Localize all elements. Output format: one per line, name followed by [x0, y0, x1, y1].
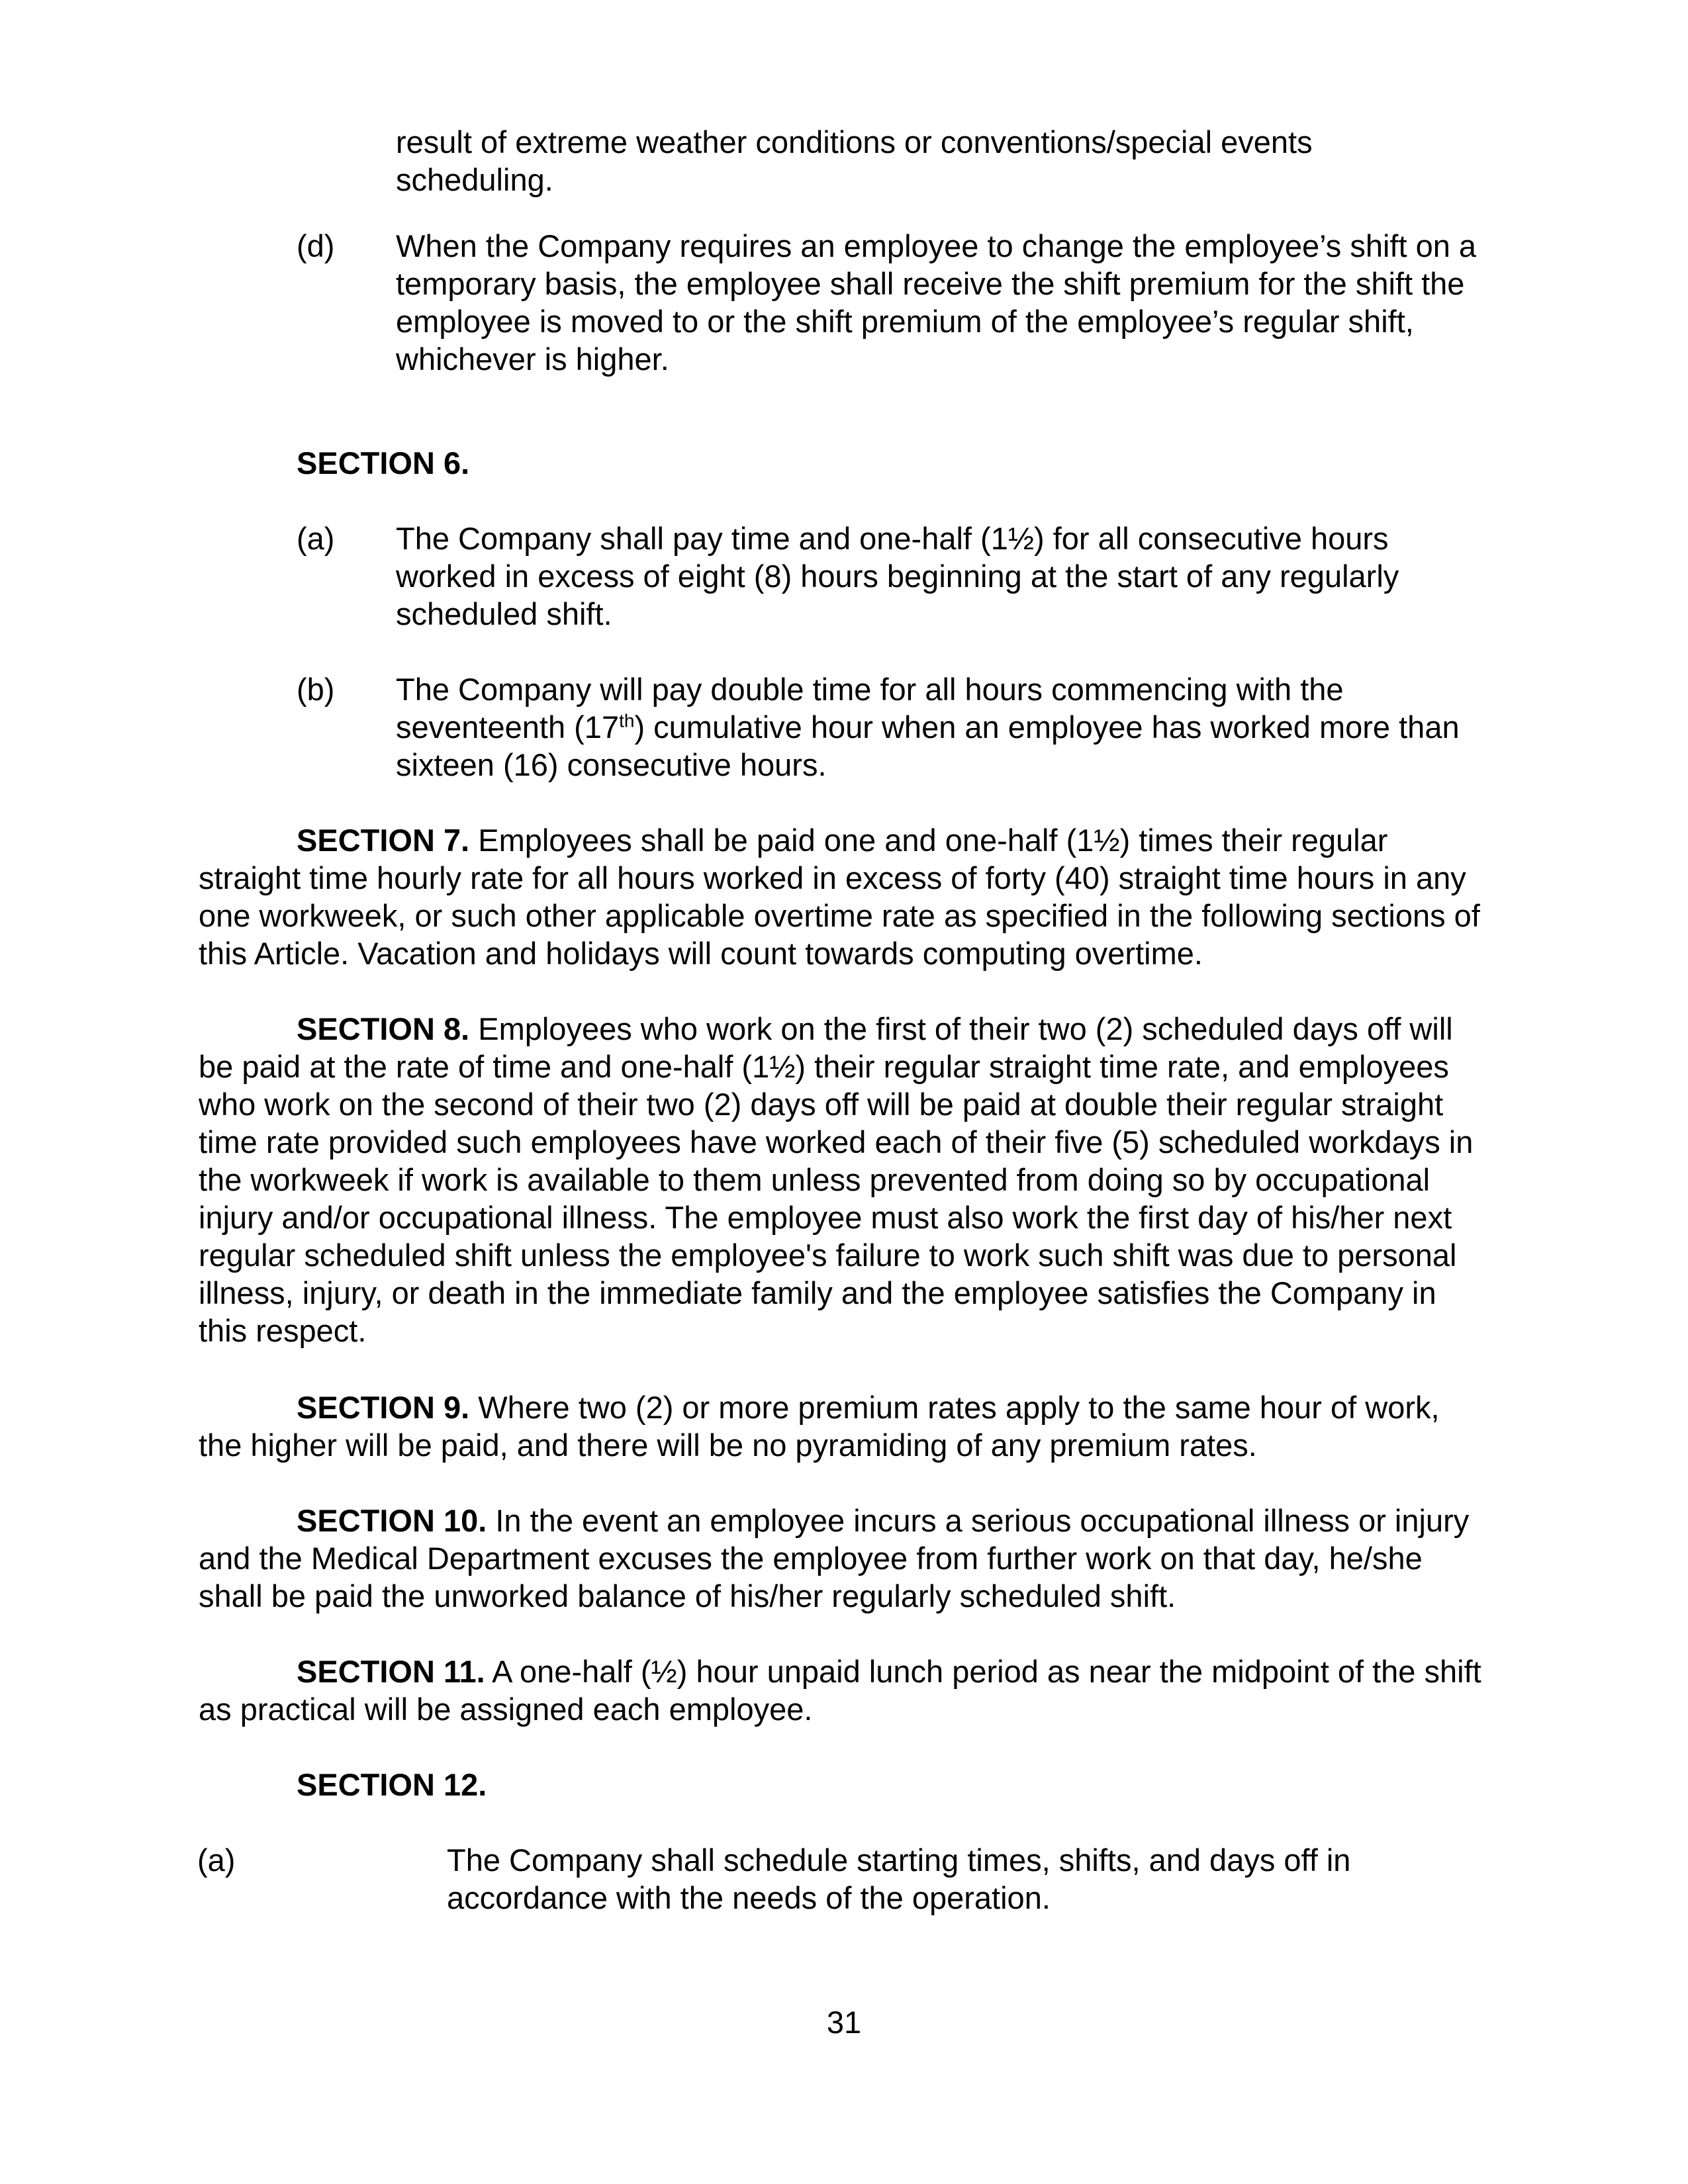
superscript-th: th [619, 710, 635, 731]
section-9-heading: SECTION 9. [297, 1390, 470, 1425]
item-label: (d) [297, 228, 335, 263]
item-text: The Company shall pay time and one-half (1½) for all consecutive hours worked in excess of eight (8) hours beginning at the start of any regularly scheduled shift. [396, 521, 1399, 631]
continuation-line-2: scheduling. [396, 162, 553, 197]
continuation-line-1: result of extreme weather conditions or conventions/special events [396, 124, 1313, 159]
item-text-before: The Company will pay double time for all hours commencing with the seventeenth (17 [396, 672, 1344, 745]
section-7-text: Employees shall be paid one and one-half (1½) times their regular straight time hourly rate for all hours worked in excess of forty (40) straight time hours in any one workweek, or such other applicable overtime rate as specified in the following sections of this Article. Vacation and holidays will count towards computing overtime. [199, 823, 1480, 971]
section-11-text: A one-half (½) hour unpaid lunch period as near the midpoint of the shift as practical will be assigned each employee. [199, 1654, 1481, 1727]
item-text: When the Company requires an employee to change the employee’s shift on a temporary basis, the employee shall receive the shift premium for the shift the employee is moved to or the shift premium of the employee’s regular shift, whichever is higher. [396, 228, 1477, 377]
section-12-heading: SECTION 12. [297, 1767, 487, 1802]
section-11-paragraph [199, 1653, 1489, 1728]
section-6-item-a [297, 520, 1489, 633]
item-label: (a) [197, 1843, 236, 1878]
section-9-text: Where two (2) or more premium rates apply to the same hour of work, the higher will be paid, and there will be no pyramiding of any premium rates. [199, 1390, 1440, 1463]
continuation-text [396, 123, 1489, 199]
item-text-after: ) cumulative hour when an employee has worked more than sixteen (16) consecutive hours. [396, 709, 1460, 782]
section-9-paragraph [199, 1388, 1489, 1464]
item-5d [297, 227, 1489, 378]
section-10-text: In the event an employee incurs a serious occupational illness or injury and the Medical Department excuses the employee from further work on that day, he/she shall be paid the unworked balance of his/her regularly scheduled shift. [199, 1503, 1470, 1614]
section-10-paragraph [199, 1502, 1489, 1615]
item-text: The Company shall schedule starting times, shifts, and days off in accordance with the needs of the operation. [447, 1843, 1351, 1915]
item-label: (b) [297, 672, 335, 707]
section-8-paragraph [199, 1010, 1489, 1349]
section-8-heading: SECTION 8. [297, 1011, 470, 1046]
item-label: (a) [297, 521, 335, 556]
section-10-heading: SECTION 10. [297, 1503, 487, 1538]
section-11-heading: SECTION 11. [297, 1654, 485, 1689]
page-number: 31 [826, 2005, 862, 2040]
section-6-item-b [297, 670, 1489, 784]
section-12-item-a [197, 1841, 1489, 1917]
section-7-heading: SECTION 7. [297, 823, 470, 858]
section-8-text: Employees who work on the first of their two (2) scheduled days off will be paid at the rate of time and one-half (1½) their regular straight time rate, and employees who work on the second of their two (2) days off will be paid at double their regular straight time rate provided such employees have worked each of their five (5) scheduled workdays in the workweek if work is available to them unless prevented from doing so by occupational injury and/or occupational illness. The employee must also work the first day of his/her next regular scheduled shift unless the employee's failure to work such shift was due to personal illness, injury, or death in the immediate family and the employee satisfies the Company in this respect. [199, 1011, 1474, 1348]
section-7-paragraph [199, 821, 1489, 972]
section-6-heading: SECTION 6. [297, 445, 470, 480]
